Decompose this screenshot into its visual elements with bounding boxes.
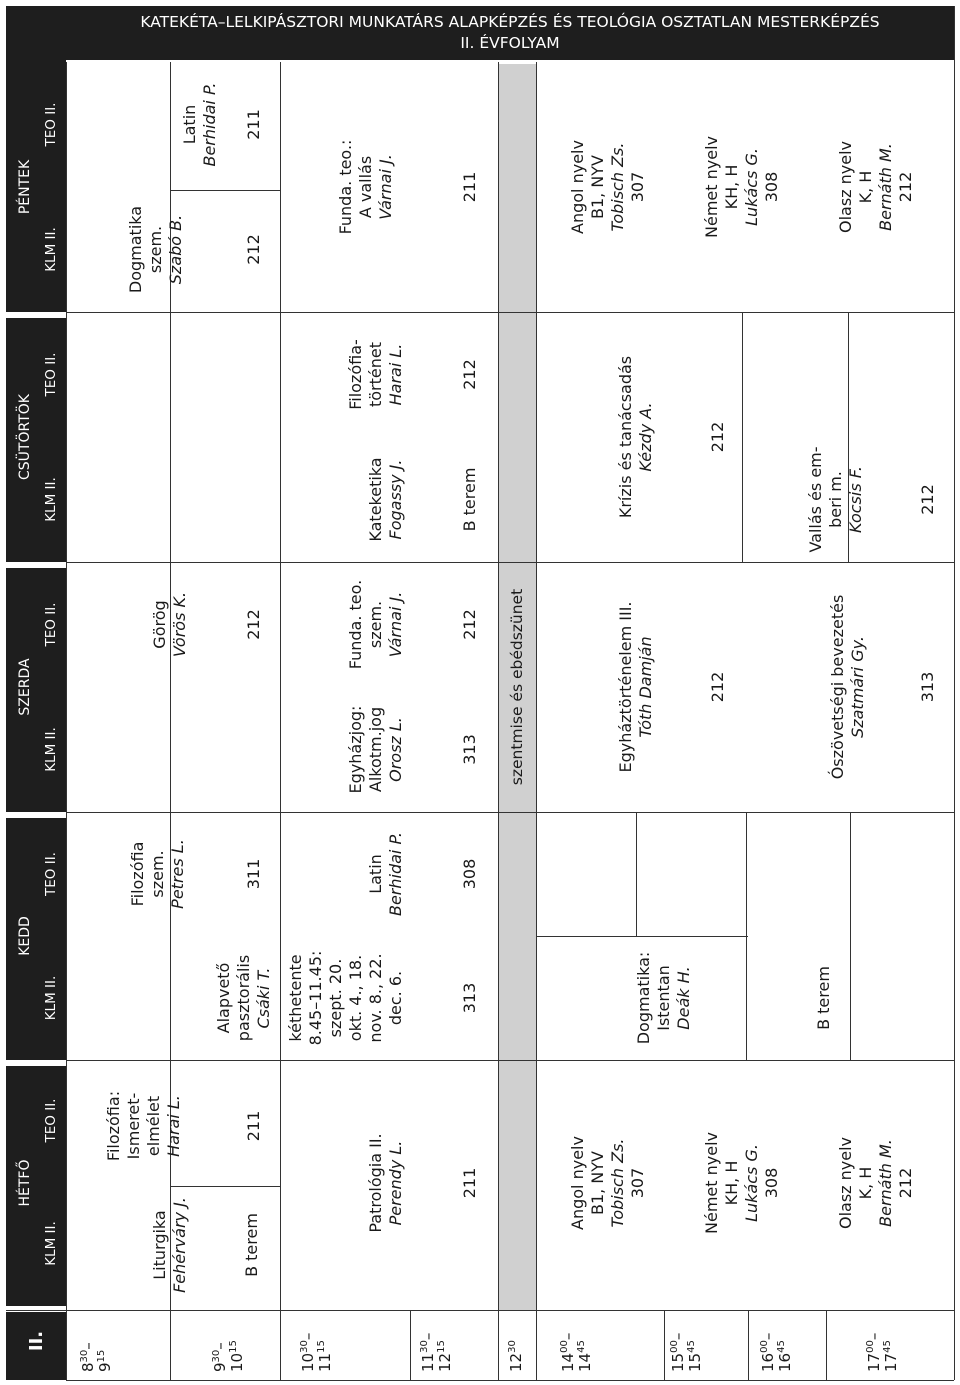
sub-klm-kedd: KLM II. [43, 975, 59, 1021]
grid-line [954, 6, 955, 1380]
cell-hetfo-nemet: Német nyelv KH, H Lukács G. 308 [702, 1132, 781, 1234]
cell-hetfo-filozofia: Filozófia: Ismeret- elmélet Harai L. [104, 1090, 183, 1162]
cell-szerda-313b: 313 [918, 671, 937, 703]
grid-line [664, 1310, 665, 1380]
cell-hetfo-211a: 211 [244, 1110, 263, 1142]
cell-csutortok-212a: 212 [460, 359, 479, 390]
grid-line [66, 812, 954, 813]
time-slot-5: $12^{30}$ [507, 1340, 525, 1372]
grid-line [66, 1380, 954, 1381]
cell-csutortok-krizis: Krízis és tanácsadás Kézdy A. [616, 355, 655, 519]
day-kedd: KEDD [17, 916, 33, 956]
cell-kedd-308: 308 [460, 858, 479, 890]
cell-szerda-212c: 212 [708, 671, 727, 703]
cell-csutortok-vallas: Vallás és em- beri m. Kocsis F. [806, 446, 865, 553]
cell-csutortok-212c: 212 [918, 484, 937, 515]
sub-klm-szerda: KLM II. [43, 727, 59, 772]
cell-csutortok-filtortenet: Filozófia- történet Harai L. [346, 339, 405, 410]
time-slot-1: $8^{30}-$ $9^{15}$ [79, 1342, 114, 1372]
grid-line [746, 812, 747, 1060]
cell-kedd-dogmatika: Dogmatika: Istentan Deák H. [634, 951, 693, 1045]
sub-teo-szerda: TEO II. [43, 602, 59, 647]
cell-pentek-211a: 211 [244, 109, 263, 140]
grid-line [410, 1310, 411, 1380]
cell-pentek-dogmatika: Dogmatika szem. Szabó B. [126, 205, 185, 294]
sub-teo-csutortok: TEO II. [43, 352, 59, 397]
grid-line [498, 62, 499, 1380]
cell-kedd-313: 313 [460, 982, 479, 1014]
cell-pentek-211b: 211 [460, 171, 479, 203]
grid-line [742, 312, 743, 562]
cell-pentek-angol: Angol nyelv B1, NYV Tobisch Zs. 307 [568, 140, 647, 234]
cell-hetfo-liturgika: Liturgika Fehérváry J. [150, 1197, 189, 1293]
sub-teo-pentek: TEO II. [43, 102, 59, 147]
cell-csutortok-bterem: B terem [460, 467, 479, 532]
day-csutortok: CSÜTÖRTÖK [17, 394, 33, 480]
cell-kedd-bterem: B terem [814, 966, 833, 1030]
cell-kedd-kethetente: kéthetente 8.45–11.45: szept. 20. okt. 4., 18. nov. 8., 22. dec. 6. [286, 950, 405, 1046]
cell-szerda-313: 313 [460, 734, 479, 765]
cell-szerda-212a: 212 [244, 609, 263, 640]
cell-pentek-212a: 212 [244, 234, 263, 265]
sub-teo-hetfo: TEO II. [43, 1098, 59, 1143]
sub-teo-kedd: TEO II. [43, 852, 59, 896]
cell-kedd-311: 311 [244, 858, 263, 890]
grid-line [66, 1060, 954, 1061]
cell-pentek-nemet: Német nyelv KH, H Lukács G. 308 [702, 136, 781, 238]
cell-szerda-funda: Funda. teo. szem. Várnai J. [346, 579, 405, 670]
sub-klm-csutortok: KLM II. [43, 477, 59, 522]
cell-csutortok-212b: 212 [708, 421, 727, 453]
time-slot-4: $11^{30}-$ $12^{15}$ [419, 1332, 454, 1372]
time-slot-9: $17^{00}-$ $17^{45}$ [865, 1332, 900, 1372]
grid-line [66, 312, 954, 313]
sub-klm-pentek: KLM II. [43, 227, 59, 272]
cell-kedd-alapveto: Alapvető pasztorális Csáki T. [214, 954, 273, 1042]
cell-szerda-212b: 212 [460, 609, 479, 640]
title-line-2: II. ÉVFOLYAM [460, 34, 560, 52]
cell-hetfo-bterem: B terem [242, 1213, 261, 1277]
cell-hetfo-211b: 211 [460, 1167, 479, 1199]
cell-pentek-olasz: Olasz nyelv K, H Bernáth M. 212 [836, 140, 915, 234]
cell-hetfo-olasz: Olasz nyelv K, H Bernáth M. 212 [836, 1136, 915, 1230]
sub-klm-hetfo: KLM II. [43, 1221, 59, 1266]
cell-pentek-latin: Latin Berhidai P. [180, 82, 219, 167]
cell-szerda-gorog: Görög Vörös K. [150, 591, 189, 658]
grid-line [748, 1310, 749, 1380]
time-slot-2: $9^{30}-$ $10^{15}$ [211, 1340, 246, 1372]
cell-csutortok-kateketika: Kateketika Fogassy J. [366, 457, 405, 542]
lunch-label: szentmise és ebédszünet [508, 588, 526, 786]
grid-line [636, 812, 637, 936]
grid-line [280, 62, 281, 1380]
day-pentek: PÉNTEK [17, 159, 33, 215]
cell-pentek-funda: Funda. teo.: A vallás Várnai J. [336, 139, 395, 235]
cell-szerda-egyhazjog: Egyházjog: Alkotm.jog Orosz L. [346, 705, 405, 794]
grid-line [66, 562, 954, 563]
year-label: II. [26, 1330, 47, 1352]
cell-hetfo-patrologia: Patrológia II. Perendy L. [366, 1133, 405, 1233]
grid-line [850, 812, 851, 1060]
cell-hetfo-angol: Angol nyelv B1, NYV Tobisch Zs. 307 [568, 1136, 647, 1230]
time-slot-7: $15^{00}-$ $15^{45}$ [669, 1332, 704, 1372]
cell-kedd-latin: Latin Berhidai P. [366, 832, 405, 917]
grid-line [66, 62, 67, 1380]
cell-szerda-egyhaztortenelem: Egyháztörténelem III. Tóth Damján [616, 601, 655, 773]
grid-line [536, 62, 537, 1380]
time-slot-3: $10^{30}-$ $11^{15}$ [299, 1332, 334, 1372]
time-slot-6: $14^{00}-$ $14^{45}$ [559, 1332, 594, 1372]
grid-line [826, 1310, 827, 1380]
cell-kedd-filozofia: Filozófia szem. Petres L. [128, 839, 187, 909]
title-line-1: KATEKÉTA–LELKIPÁSZTORI MUNKATÁRS ALAPKÉPZÉS ÉS TEOLÓGIA OSZTATLAN MESTERKÉPZÉS [140, 13, 880, 31]
grid-line [170, 1186, 280, 1187]
grid-line [6, 1310, 954, 1311]
day-szerda: SZERDA [17, 658, 33, 716]
page-title [66, 6, 954, 60]
day-hetfo: HÉTFŐ [17, 1159, 33, 1207]
cell-szerda-oszovetseg: Ószövetségi bevezetés Szatmári Gy. [828, 594, 867, 780]
time-slot-8: $16^{00}-$ $16^{45}$ [759, 1332, 794, 1372]
